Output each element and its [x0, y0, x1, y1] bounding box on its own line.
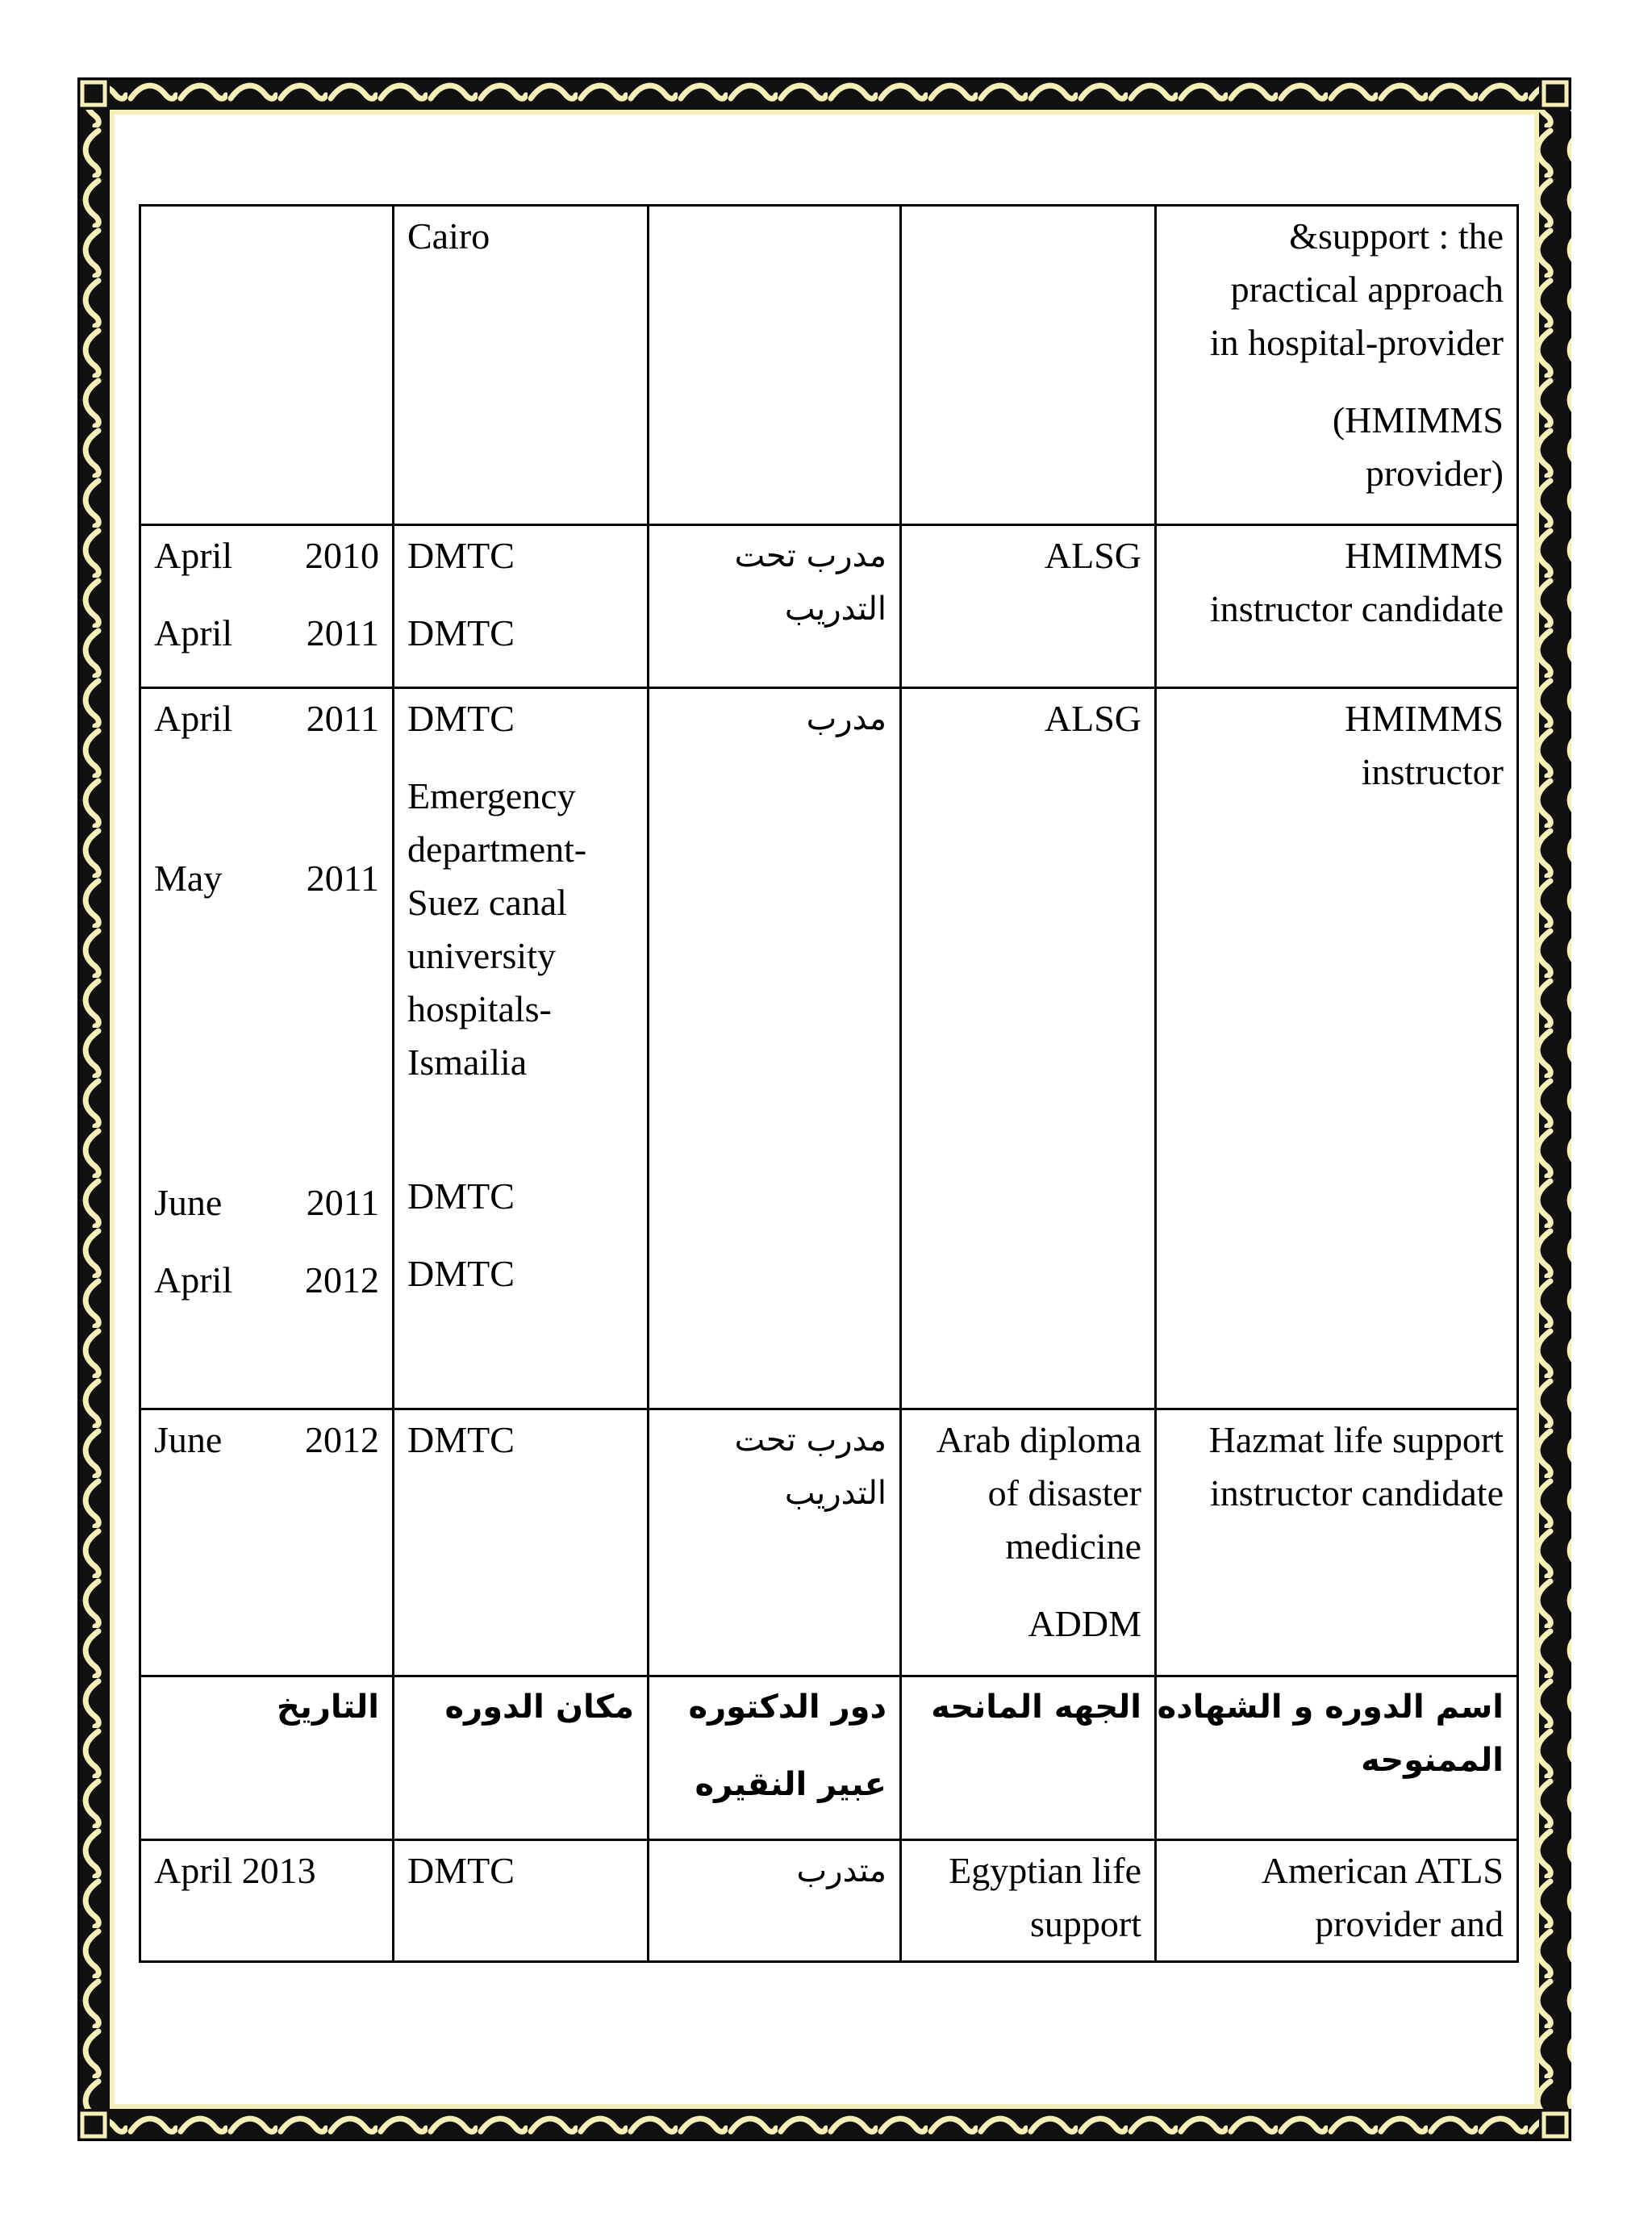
grantor-cell [901, 1409, 1156, 1676]
place-text: DMTC [407, 698, 515, 739]
date-entry [154, 852, 379, 905]
courses-table [139, 204, 1519, 1963]
role-text: التدريب [784, 591, 886, 628]
date-month: June [154, 1182, 223, 1223]
header-role-cell [649, 1676, 901, 1840]
role-text: متدرب [796, 1852, 886, 1889]
date-text: April 2013 [154, 1850, 316, 1891]
header-role: دور الدكتوره [688, 1689, 886, 1726]
place-cell [394, 206, 649, 525]
role-text: مدرب تحت [734, 1422, 886, 1459]
table-row [140, 1409, 1518, 1676]
grantor-cell [901, 1840, 1156, 1962]
place-cell [394, 1409, 649, 1676]
role-text: مدرب تحت [734, 537, 886, 574]
course-name-cell [1156, 206, 1518, 525]
date-cell [140, 1409, 394, 1676]
course-name-text: Hazmat life support [1208, 1419, 1504, 1460]
date-entry [154, 1176, 379, 1229]
course-name-text: instructor candidate [1209, 1472, 1504, 1513]
header-grantor: الجهه المانحه [931, 1689, 1141, 1726]
header-place-cell [394, 1676, 649, 1840]
grantor-text: of disaster [987, 1472, 1141, 1513]
place-text: DMTC [407, 1850, 515, 1891]
place-text: DMTC [407, 1175, 515, 1217]
date-entry [154, 1413, 379, 1467]
role-cell [649, 206, 901, 525]
place-cell [394, 1840, 649, 1962]
date-year: 2011 [306, 698, 379, 739]
place-text: Cairo [407, 215, 490, 257]
grantor-text: Egyptian life [949, 1850, 1141, 1891]
course-name-cell [1156, 1840, 1518, 1962]
place-cell [394, 525, 649, 688]
date-year: 2011 [306, 858, 379, 899]
header-date-cell [140, 1676, 394, 1840]
table-row [140, 206, 1518, 525]
date-year: 2012 [305, 1419, 379, 1460]
course-name-text: instructor candidate [1209, 588, 1504, 629]
course-name-text: American ATLS [1261, 1850, 1504, 1891]
course-name-cell [1156, 688, 1518, 1409]
date-year: 2011 [306, 1182, 379, 1223]
course-name-text: practical approach [1230, 269, 1504, 310]
place-text: DMTC [407, 1419, 515, 1460]
date-entry [154, 692, 379, 745]
header-date: التاريخ [277, 1689, 379, 1726]
course-name-text: (HMIMMS [1332, 399, 1504, 440]
place-text: DMTC [407, 1253, 515, 1294]
role-cell [649, 1840, 901, 1962]
date-cell [140, 206, 394, 525]
grantor-text: medicine [1005, 1526, 1141, 1567]
date-entry [154, 1254, 379, 1307]
grantor-cell [901, 525, 1156, 688]
header-course-name: اسم الدوره و الشهاده [1157, 1689, 1504, 1726]
course-name-text: instructor [1361, 751, 1504, 792]
course-name-text: provider) [1365, 453, 1504, 494]
table-row [140, 688, 1518, 1409]
role-cell [649, 688, 901, 1409]
grantor-text: ADDM [1028, 1603, 1141, 1644]
date-year: 2010 [305, 535, 379, 576]
date-year: 2012 [305, 1259, 379, 1300]
course-name-text: provider and [1315, 1903, 1504, 1944]
grantor-cell [901, 688, 1156, 1409]
course-name-text: &support : the [1289, 215, 1504, 257]
table-header-row [140, 1676, 1518, 1840]
date-cell [140, 1840, 394, 1962]
course-name-cell [1156, 1409, 1518, 1676]
role-cell [649, 525, 901, 688]
header-course-name: الممنوحه [1361, 1742, 1504, 1779]
header-place: مكان الدوره [444, 1689, 634, 1726]
place-text: Emergency department-Suez canal university hospitals-Ismailia [407, 775, 587, 1083]
header-course-name-cell [1156, 1676, 1518, 1840]
date-cell [140, 688, 394, 1409]
table-row [140, 525, 1518, 688]
role-text: مدرب [806, 700, 886, 737]
course-name-text: HMIMMS [1345, 535, 1504, 576]
date-month: April [154, 535, 233, 576]
header-role: عبير النقيره [695, 1766, 886, 1803]
place-text: DMTC [407, 612, 515, 653]
course-name-text: HMIMMS [1345, 698, 1504, 739]
table-row [140, 1840, 1518, 1962]
date-month: April [154, 1259, 233, 1300]
header-grantor-cell [901, 1676, 1156, 1840]
date-month: April [154, 698, 233, 739]
grantor-cell [901, 206, 1156, 525]
grantor-text: Arab diploma [936, 1419, 1141, 1460]
role-cell [649, 1409, 901, 1676]
date-month: April [154, 612, 233, 653]
grantor-text: ALSG [1044, 535, 1141, 576]
course-name-text: in hospital-provider [1209, 322, 1504, 363]
grantor-text: support [1030, 1903, 1141, 1944]
course-name-cell [1156, 525, 1518, 688]
date-month: June [154, 1419, 223, 1460]
place-text: DMTC [407, 535, 515, 576]
grantor-text: ALSG [1044, 698, 1141, 739]
date-cell [140, 525, 394, 688]
place-cell [394, 688, 649, 1409]
date-month: May [154, 858, 223, 899]
date-entry [154, 607, 379, 660]
date-entry [154, 529, 379, 582]
date-year: 2011 [306, 612, 379, 653]
role-text: التدريب [784, 1475, 886, 1512]
